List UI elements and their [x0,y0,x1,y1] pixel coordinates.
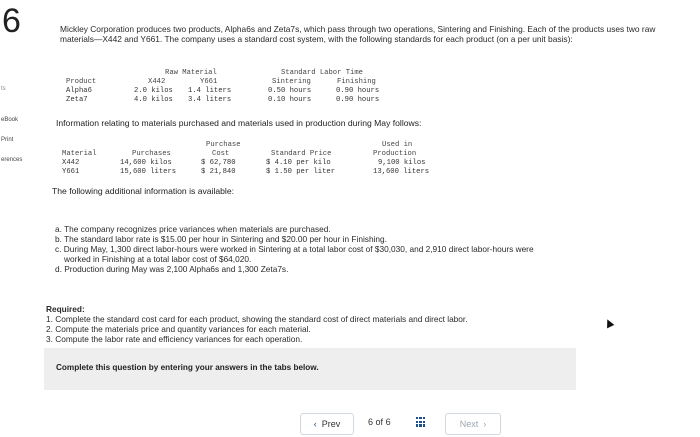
sidebar [0,0,37,434]
mouse-cursor-icon [604,318,615,329]
list-item: worked in Finishing at a total labor cost of $64,020. [64,254,252,264]
next-label: Next [459,419,479,429]
table-cell: 0.90 hours [336,87,380,95]
header-purchase-cost-1: Purchase [206,141,241,149]
sidebar-item-print[interactable]: Print [1,137,14,143]
table-cell: Zeta7 [66,96,88,104]
required-section [46,304,468,344]
header-used-1: Used in [382,141,413,149]
table-cell: 9,100 kilos [378,159,426,167]
header-purchase-cost-2: Cost [212,150,230,158]
table-cell: 13,600 liters [373,168,430,176]
table-cell: $ 1.50 per liter [266,168,336,176]
page-current: 6 [368,417,374,427]
table-cell: Alpha6 [66,87,92,95]
table-cell: 15,600 liters [120,168,177,176]
list-item: 3. Compute the labor rate and efficiency variances for each operation. [46,334,303,344]
table-cell: 0.50 hours [268,87,312,95]
instruction-text: Complete this question by entering your answers in the tabs below. [56,363,319,372]
table-cell: 0.10 hours [268,96,312,104]
list-item: d. Production during May was 2,100 Alpha6s and 1,300 Zeta7s. [55,264,289,274]
materials-info-heading: Information relating to materials purchased and materials used in production during May follows: [56,118,422,128]
chevron-left-icon: ‹ [313,419,317,429]
list-item: a. The company recognizes price variances when materials are purchased. [55,224,331,234]
table-cell: 14,600 kilos [120,159,172,167]
header-y661: Y661 [200,78,218,86]
header-standard-price: Standard Price [271,150,332,158]
prev-label: Prev [321,419,341,429]
header-used-2: Production [373,150,417,158]
instruction-bar [44,348,576,390]
list-item: c. During May, 1,300 direct labor-hours were worked in Sintering at a total labor cost of $30,030, and 2,910 direct labor-hours were [55,244,534,254]
next-button[interactable] [445,413,501,435]
table-cell: 4.0 kilos [134,96,173,104]
page-of: of [375,417,384,427]
table-cell: $ 62,780 [201,159,236,167]
list-item: 1. Complete the standard cost card for each product, showing the standard cost of direct materials and direct labor. [46,314,468,324]
sidebar-item-references[interactable]: erences [1,157,23,163]
header-purchases: Purchases [132,150,171,158]
table-cell: 3.4 liters [188,96,232,104]
header-product: Product [66,78,97,86]
required-heading: Required: [46,304,85,314]
additional-info-list [55,224,534,274]
header-sintering: Sintering [272,78,311,86]
list-item: b. The standard labor rate is $15.00 per hour in Sintering and $20.00 per hour in Finishing. [55,234,387,244]
table-cell: 1.4 liters [188,87,232,95]
additional-info-heading: The following additional information is available: [52,186,235,196]
header-labor-time: Standard Labor Time [281,69,363,77]
sidebar-item-ebook[interactable]: eBook [1,117,19,123]
header-finishing: Finishing [337,78,376,86]
table-cell: X442 [62,159,80,167]
sidebar-item-points: ts [1,86,6,92]
header-material: Material [62,150,97,158]
grid-icon [416,417,426,427]
table-cell: $ 21,840 [201,168,236,176]
header-raw-material: Raw Material [165,69,217,77]
table-cell: 0.90 hours [336,96,380,104]
prev-button[interactable] [300,413,354,435]
table-cell: $ 4.10 per kilo [266,159,331,167]
page-indicator [368,417,391,437]
page-total: 6 [385,417,391,427]
intro-paragraph: Mickley Corporation produces two products, Alpha6s and Zeta7s, which pass through two operations, Sintering and Finishing. Each of the products uses two raw materials—X442 and Y661. The company uses a standard cost system, with the following standards for each product (on a per unit basis): [60,24,656,44]
table-cell: 2.0 kilos [134,87,173,95]
list-item: 2. Compute the materials price and quantity variances for each material. [46,324,311,334]
chevron-right-icon: › [483,419,487,429]
header-x442: X442 [148,78,166,86]
table-cell: Y661 [62,168,80,176]
question-grid-button[interactable] [416,417,426,427]
question-number: 6 [2,2,21,40]
